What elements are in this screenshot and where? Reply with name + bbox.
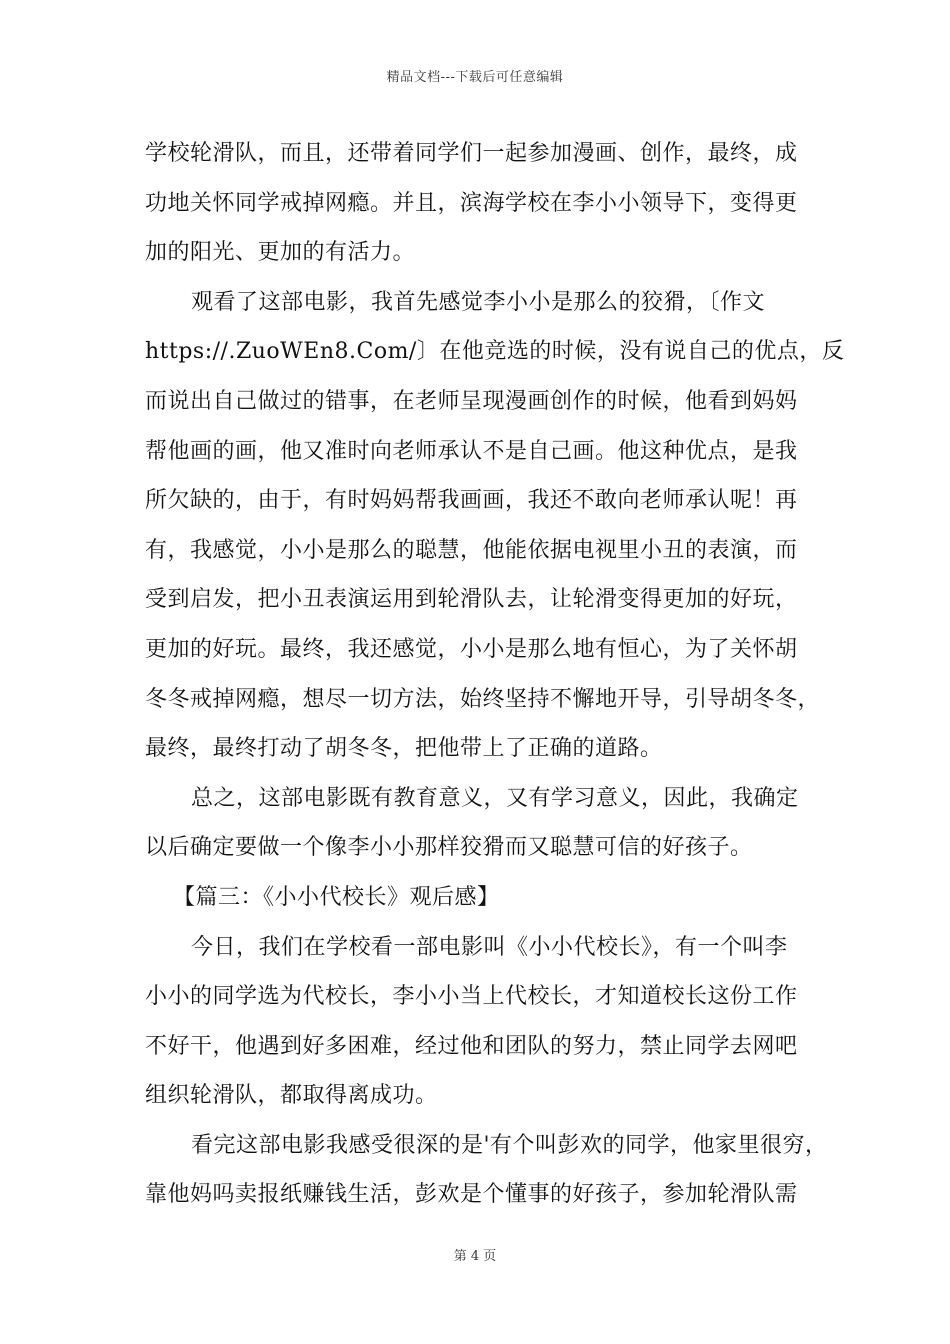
text-line: 有，我感觉，小小是那么的聪慧，他能依据电视里小丑的表演，而 bbox=[145, 537, 798, 563]
text-line: 组织轮滑队，都取得离成功。 bbox=[145, 1083, 438, 1109]
text-line: 受到启发，把小丑表演运用到轮滑队去，让轮滑变得更加的好玩， bbox=[145, 587, 798, 613]
paragraph-start-line: 总之，这部电影既有教育意义，又有学习意义，因此，我确定 bbox=[191, 785, 799, 811]
text-line: 所欠缺的，由于，有时妈妈帮我画画，我还不敢向老师承认呢！再 bbox=[145, 488, 798, 514]
text-line: https://.ZuoWEn8.Com/〕在他竞选的时候，没有说自己的优点，反 bbox=[145, 339, 845, 365]
document-body bbox=[145, 129, 845, 1220]
section-heading: 【篇三：《小小代校长》观后感】 bbox=[173, 884, 500, 910]
text-line: 不好干，他遇到好多困难，经过他和团队的努力，禁止同学去网吧 bbox=[145, 1033, 798, 1059]
paragraph-start-line: 今日，我们在学校看一部电影叫《小小代校长》，有一个叫李 bbox=[191, 934, 788, 960]
text-line: 小小的同学选为代校长，李小小当上代校长，才知道校长这份工作 bbox=[145, 984, 798, 1010]
paragraph-start-line: 看完这部电影我感受很深的是'有个叫彭欢的同学，他家里很穷， bbox=[191, 1132, 828, 1158]
text-line: 而说出自己做过的错事，在老师呈现漫画创作的时候，他看到妈妈 bbox=[145, 388, 798, 414]
text-line: 以后确定要做一个像李小小那样狡猾而又聪慧可信的好孩子。 bbox=[145, 835, 753, 861]
paragraph-start-line: 观看了这部电影，我首先感觉李小小是那么的狡猾，〔作文 bbox=[191, 289, 766, 315]
page-header: 精品文档---下载后可任意编辑 bbox=[386, 70, 564, 85]
text-line: 加的阳光、更加的有活力。 bbox=[145, 240, 416, 266]
text-line: 冬冬戒掉网瘾，想尽一切方法，始终坚持不懈地开导，引导胡冬冬， bbox=[145, 686, 821, 712]
text-line: 功地关怀同学戒掉网瘾。并且，滨海学校在李小小领导下，变得更 bbox=[145, 190, 798, 216]
text-line: 学校轮滑队，而且，还带着同学们一起参加漫画、创作，最终，成 bbox=[145, 141, 798, 166]
text-line: 最终，最终打动了胡冬冬，把他带上了正确的道路。 bbox=[145, 736, 663, 762]
text-line: 帮他画的画，他又准时向老师承认不是自己画。他这种优点，是我 bbox=[145, 438, 798, 464]
text-line: 更加的好玩。最终，我还感觉，小小是那么地有恒心，为了关怀胡 bbox=[145, 636, 798, 662]
text-line: 靠他妈吗卖报纸赚钱生活，彭欢是个懂事的好孩子，参加轮滑队需 bbox=[145, 1182, 798, 1208]
page-number: 第 4 页 bbox=[453, 1249, 497, 1264]
